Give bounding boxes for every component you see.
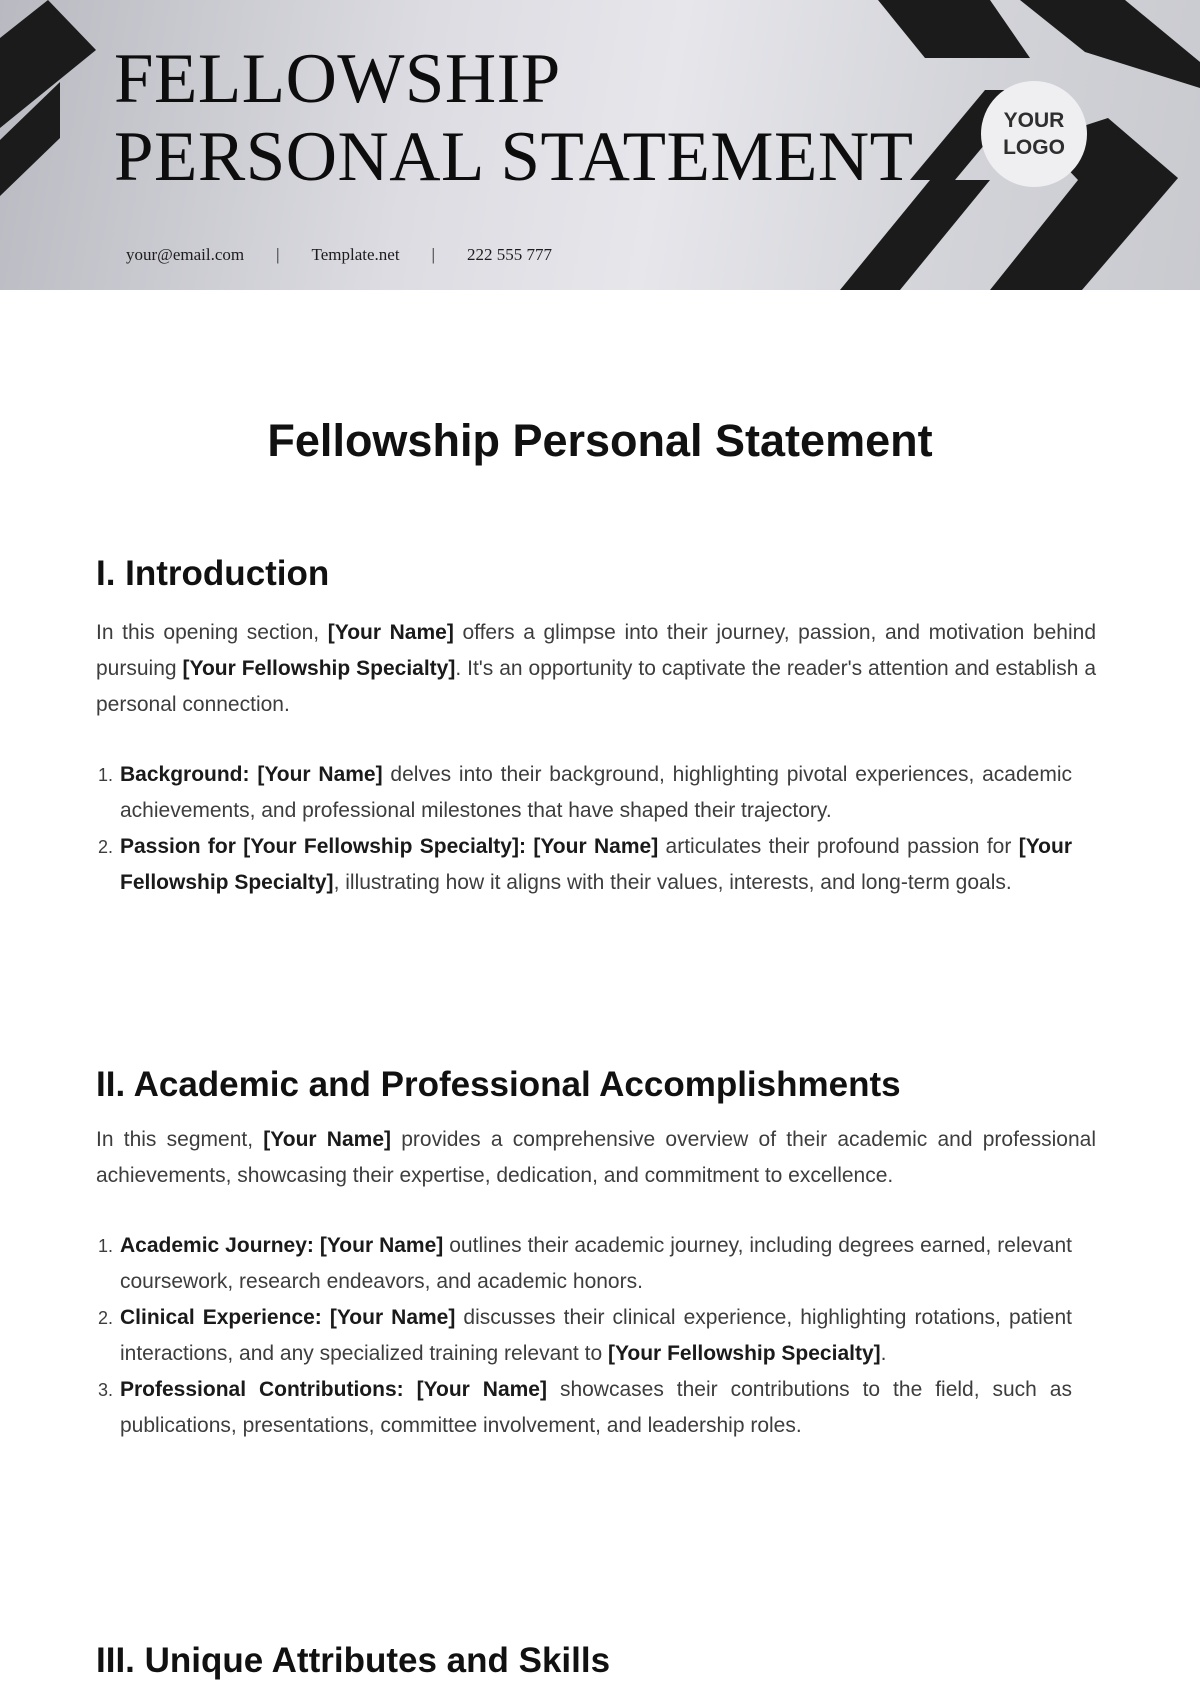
section-heading: III. Unique Attributes and Skills [96,1641,611,1680]
section-accomplishments [96,1062,1096,1444]
text-run: delves into their background, highlighting pivotal experiences, academic achievements, and professional milestones that have shaped their trajectory. [120,763,1072,822]
text-run: . It's an opportunity to captivate the reader's attention and establish a personal connection. [96,657,1097,716]
placeholder-your-name: [Your Name] [327,621,454,644]
section-introduction [96,551,1096,901]
numbered-list [96,1228,1096,1444]
logo-text-line-2: LOGO [1003,136,1065,159]
placeholder-your-name: [Your Name] [263,1128,391,1151]
list-item [96,1300,1072,1372]
list-item-label: Clinical Experience: [120,1306,322,1329]
placeholder-your-name: [Your Name] [319,1234,444,1257]
text-run: articulates their profound passion for [658,835,1019,858]
placeholder-your-name: [Your Name] [257,763,383,786]
list-number: 1. [98,765,114,785]
banner-title [114,40,913,196]
banner-stripe-lower [840,180,990,290]
contact-separator: | [276,245,280,264]
placeholder-your-name: [Your Name] [533,835,659,858]
text-run: [Your [607,1342,662,1365]
list-item [96,757,1072,829]
list-item [96,829,1072,901]
text-run: , illustrating how it aligns with their values, interests, and long-term goals. [333,871,1012,894]
list-item [96,1228,1072,1300]
list-item-label: Academic Journey: [120,1234,314,1257]
banner-title-line-2: PERSONAL STATEMENT [114,118,914,196]
document-title: Fellowship Personal Statement [267,415,933,466]
section-intro-paragraph [96,1122,1096,1194]
section-unique-attributes [96,1638,1096,1684]
logo-text [994,107,1074,161]
placeholder-your-name: [Your Name] [416,1378,547,1401]
section-heading: II. Academic and Professional Accomplishments [96,1065,901,1104]
banner-title-line-1: FELLOWSHIP [114,40,561,118]
text-run: discusses their clinical experience, highlighting rotations, patient interactions, and any specialized training relevant to [120,1306,1072,1365]
text-run: outlines their academic journey, including degrees earned, relevant coursework, research endeavors, and academic honors. [120,1234,1072,1293]
list-item [96,1372,1072,1444]
contact-separator: | [431,245,435,264]
banner-shape-right-top [1020,0,1200,88]
list-item-label [120,835,526,858]
text-run: provides a comprehensive overview of their academic and professional achievements, showcasing their expertise, dedication, and commitment to excellence. [96,1128,1096,1187]
list-number: 2. [98,1308,114,1328]
text-run: Fellowship Specialty] [667,1342,881,1365]
placeholder-specialty: [Your Fellowship Specialty] [182,657,456,680]
list-number: 1. [98,1236,114,1256]
logo-text-line-1: YOUR [1003,109,1065,132]
header-banner [0,0,1200,290]
contact-website: Template.net [311,245,400,264]
list-number: 2. [98,837,114,857]
text-run: : [518,835,526,858]
placeholder-specialty: [Your Fellowship Specialty] [243,835,519,858]
list-item-label: Background: [120,763,250,786]
logo-placeholder [981,81,1087,187]
text-run: In this segment, [96,1128,264,1151]
text-run: . [880,1342,887,1365]
text-run: In this opening section, [96,621,328,644]
list-number: 3. [98,1380,114,1400]
placeholder-specialty [608,1342,881,1365]
placeholder-your-name: [Your Name] [329,1306,456,1329]
section-intro-paragraph [96,615,1096,723]
contact-phone: 222 555 777 [466,245,552,264]
text-run: Passion for [120,835,244,858]
list-item-label: Professional Contributions: [120,1378,404,1401]
placeholder-specialty: [Your Fellowship Specialty] [120,835,1073,894]
contact-email: your@email.com [126,245,245,264]
text-run: offers a glimpse into their journey, passion, and motivation behind pursuing [96,621,1096,680]
numbered-list [96,757,1096,901]
text-run: showcases their contributions to the field, such as publications, presentations, committee involvement, and leadership roles. [120,1378,1072,1437]
section-heading: I. Introduction [96,554,330,593]
contact-line [126,245,552,265]
